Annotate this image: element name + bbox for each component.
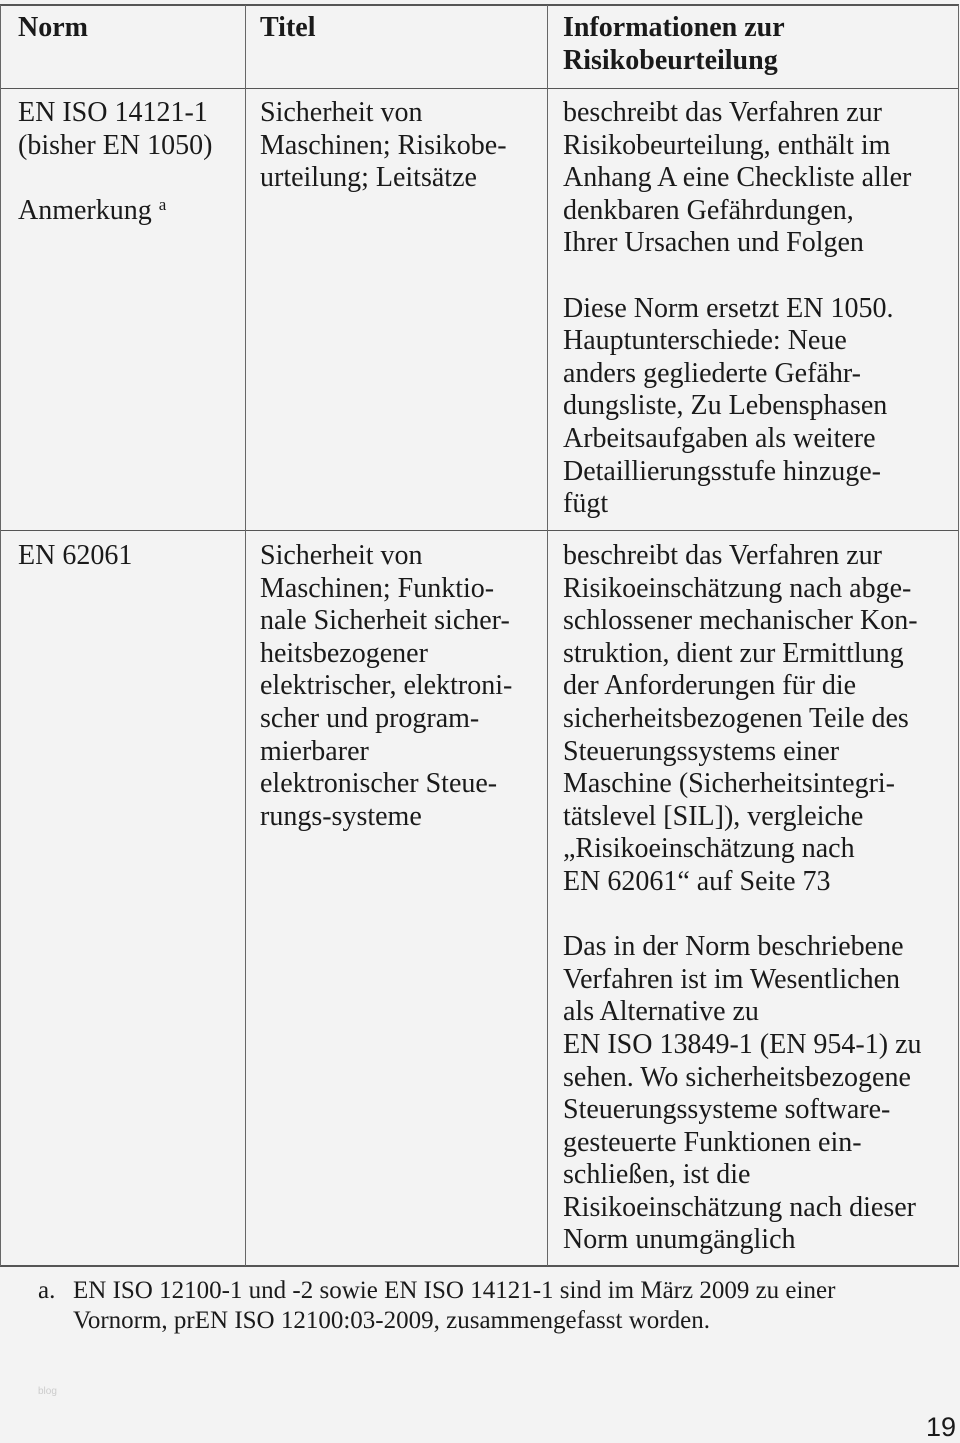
text-line (563, 97, 911, 130)
text-line (563, 390, 911, 423)
footnote-line: EN ISO 12100-1 und -2 sowie EN ISO 14121-1 sind im März 2009 zu einer (73, 1277, 836, 1304)
header-label: Titel (260, 12, 316, 43)
text-line (563, 488, 911, 521)
text-line-content: nale Sicherheit sicher- (260, 605, 510, 637)
text-line-content: EN 62061 (18, 540, 133, 571)
text-line-content: mierbarer (260, 735, 369, 767)
text-line-content: Diese Norm ersetzt EN 1050. (563, 292, 894, 324)
text-line-content: anders gegliederte Gefähr- (563, 357, 861, 389)
footnote (73, 1276, 835, 1336)
text-line-content: als Alternative zu (563, 996, 759, 1028)
text-line-content: schlossener mechanischer Kon- (563, 605, 918, 637)
text-line-content: Risikoeinschätzung nach abge- (563, 572, 912, 604)
text-line (18, 540, 132, 573)
text-line-content: schließen, ist die (563, 1159, 751, 1191)
text-line-content: „Risikoeinschätzung nach (563, 833, 855, 865)
text-line-content: Steuerungssystems einer (563, 735, 840, 767)
text-line-content: Das in der Norm beschriebene (563, 931, 904, 963)
text-line (563, 227, 911, 260)
text-line-content: Risikoeinschätzung nach dieser (563, 1191, 917, 1223)
text-line-content: Anhang A eine Checkliste aller (563, 162, 912, 194)
text-line (563, 540, 922, 573)
text-line (563, 605, 922, 638)
text-line-content: scher und program- (260, 702, 480, 734)
row1-info-cell (563, 97, 911, 521)
text-line-content: Steuerungssysteme software- (563, 1094, 891, 1126)
text-line-content: Verfahren ist im Wesentlichen (563, 963, 901, 995)
text-line (563, 162, 911, 195)
text-line-content: Hauptunterschiede: Neue (563, 325, 847, 357)
text-line (260, 703, 512, 736)
paragraph-gap (563, 260, 911, 293)
text-line-content: Risikobeurteilung, enthält im (563, 129, 891, 161)
text-line (18, 195, 212, 228)
text-line (260, 638, 512, 671)
text-line (563, 1062, 922, 1095)
text-line-content: EN ISO 13849-1 (EN 954-1) zu (563, 1028, 922, 1060)
text-line-content: EN ISO 14121-1 (18, 97, 208, 128)
row2-info-cell (563, 540, 922, 1257)
text-line (563, 1029, 922, 1062)
text-line-content: denkbaren Gefährdungen, (563, 194, 854, 226)
text-line-content: rungs-systeme (260, 800, 422, 832)
text-line-content: gesteuerte Funktionen ein- (563, 1126, 862, 1158)
text-line (563, 964, 922, 997)
text-line-content: tätslevel [SIL]), vergleiche (563, 800, 864, 832)
column-divider (547, 5, 548, 1266)
text-line (260, 670, 512, 703)
text-line-content: dungsliste, Zu Lebensphasen (563, 390, 888, 422)
text-line-content: struktion, dient zur Ermittlung (563, 637, 904, 669)
paragraph-gap (563, 899, 922, 932)
text-line-content: Maschinen; Risikobe- (260, 129, 507, 161)
footnote-line: Vornorm, prEN ISO 12100:03-2009, zusammengefasst worden. (73, 1307, 710, 1334)
text-line (563, 996, 922, 1029)
row-rule (0, 530, 959, 531)
row1-title-cell (260, 97, 507, 195)
row2-title-cell (260, 540, 512, 833)
text-line (563, 293, 911, 326)
text-line-content: Maschinen; Funktio- (260, 572, 495, 604)
table-left-border (0, 5, 1, 1266)
text-line (563, 670, 922, 703)
text-line (260, 801, 512, 834)
text-line (563, 423, 911, 456)
footnote-marker: a. (38, 1277, 56, 1304)
text-line-content: Maschine (Sicherheitsintegri- (563, 768, 896, 800)
text-line (563, 325, 911, 358)
text-line-content: EN 62061“ auf Seite 73 (563, 865, 831, 897)
text-line (260, 573, 512, 606)
text-line (563, 866, 922, 899)
header-label: Informationen zur (563, 12, 785, 43)
text-line-content: fügt (563, 488, 609, 520)
header-rule (0, 88, 959, 89)
text-line (18, 130, 212, 163)
text-line-content: Detaillierungsstufe hinzuge- (563, 455, 882, 487)
text-line-content: Arbeitsaufgaben als weitere (563, 422, 876, 454)
text-line-content: Anmerkung (18, 194, 152, 226)
text-line (260, 97, 507, 130)
text-line (260, 162, 507, 195)
text-line-content: elektrischer, elektroni- (260, 670, 513, 702)
text-line-content: beschreibt das Verfahren zur (563, 97, 883, 128)
text-line-content: Sicherheit von (260, 540, 423, 571)
text-line-content: beschreibt das Verfahren zur (563, 540, 883, 571)
header-label: Norm (18, 12, 88, 43)
paragraph-gap (18, 162, 212, 195)
row2-norm-cell (18, 540, 132, 573)
text-line-content: Norm unumgänglich (563, 1224, 796, 1256)
text-line (563, 801, 922, 834)
header-label: Risikobeurteilung (563, 44, 778, 76)
text-line-content: Sicherheit von (260, 97, 423, 128)
text-line (563, 456, 911, 489)
row1-norm-cell (18, 97, 212, 227)
text-line (563, 736, 922, 769)
text-line-content: Ihrer Ursachen und Folgen (563, 227, 864, 259)
column-divider (245, 5, 246, 1266)
header-informationen (563, 12, 785, 77)
header-titel (260, 12, 315, 45)
text-line (260, 605, 512, 638)
text-line (563, 833, 922, 866)
text-line (260, 130, 507, 163)
text-line (563, 1159, 922, 1192)
text-line (260, 540, 512, 573)
table-top-rule (0, 4, 959, 6)
text-line (563, 703, 922, 736)
text-line-content: urteilung; Leitsätze (260, 162, 477, 194)
table-right-border (958, 5, 959, 1266)
footnote-reference[interactable]: a (158, 194, 167, 214)
text-line (563, 358, 911, 391)
text-line (563, 130, 911, 163)
text-line (563, 195, 911, 228)
text-line (563, 768, 922, 801)
text-line (563, 1192, 922, 1225)
text-line (563, 1094, 922, 1127)
header-norm (18, 12, 88, 45)
text-line (260, 768, 512, 801)
text-line (563, 1224, 922, 1257)
text-line-content: elektronischer Steue- (260, 768, 498, 800)
text-line-content: sehen. Wo sicherheitsbezogene (563, 1061, 911, 1093)
text-line (18, 97, 212, 130)
table-bottom-rule (0, 1265, 959, 1267)
text-line-content: der Anforderungen für die (563, 670, 857, 702)
text-line-content: heitsbezogener (260, 637, 428, 669)
text-line-content: (bisher EN 1050) (18, 129, 213, 161)
page-number: 19 (925, 1412, 956, 1442)
watermark: blog (38, 1386, 57, 1397)
text-line (563, 1127, 922, 1160)
text-line (563, 931, 922, 964)
text-line-content: sicherheitsbezogenen Teile des (563, 702, 909, 734)
text-line (260, 736, 512, 769)
text-line (563, 638, 922, 671)
text-line (563, 573, 922, 606)
